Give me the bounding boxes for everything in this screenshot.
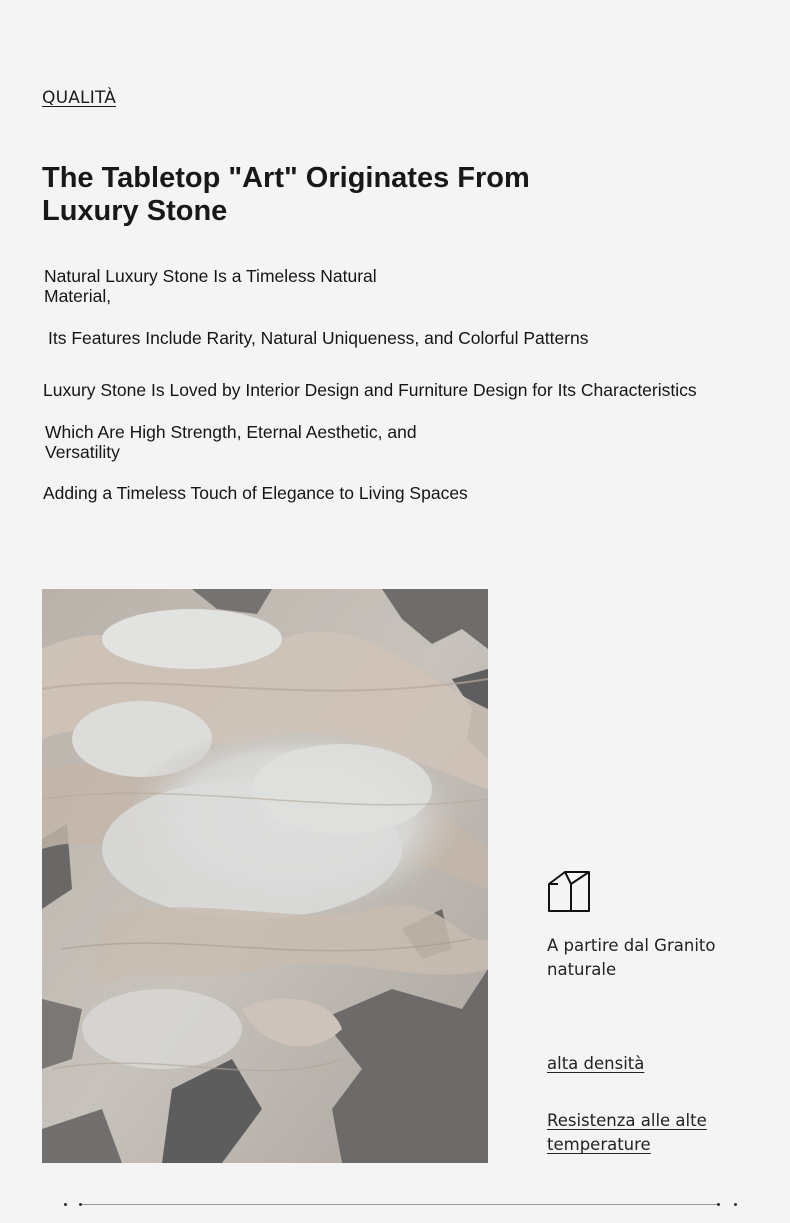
marble-slab-image [42,589,488,1163]
divider-dot [717,1203,720,1206]
paragraph-loved-by-design: Luxury Stone Is Loved by Interior Design and Furniture Design for Its Characteristics [43,380,697,400]
house-outline-icon [546,868,592,919]
paragraph-features: Its Features Include Rarity, Natural Uniqueness, and Colorful Patterns [48,328,589,348]
paragraph-elegance: Adding a Timeless Touch of Elegance to Living Spaces [43,483,468,503]
bottom-divider [82,1204,718,1205]
feature-density-link[interactable]: alta densità [547,1054,645,1073]
section-eyebrow-link[interactable]: QUALITÀ [42,88,117,108]
feature-heat-resistance-link[interactable]: Resistenza alle alte temperature [547,1111,707,1154]
divider-dot [64,1203,67,1206]
divider-dot [734,1203,737,1206]
paragraph-natural-material: Natural Luxury Stone Is a Timeless Natural Material, [44,266,377,306]
page-title: The Tabletop "Art" Originates From Luxury Stone [42,162,530,227]
feature-origin-text: A partire dal Granito naturale [547,936,716,979]
paragraph-strength: Which Are High Strength, Eternal Aesthetic, and Versatility [45,422,417,462]
